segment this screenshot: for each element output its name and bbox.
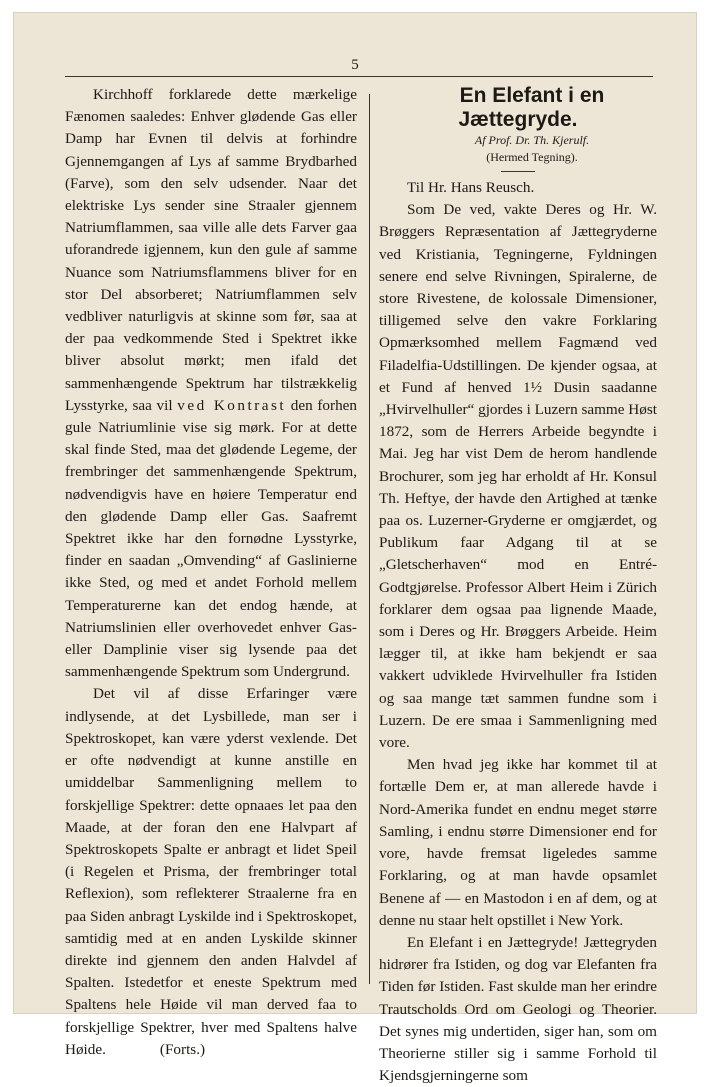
header-rule: [65, 76, 653, 77]
spaced-phrase: ved Kontrast: [177, 396, 287, 414]
article-note: (Hermed Tegning).: [486, 150, 578, 164]
paragraph-spectroscope-text: Det vil af disse Erfaringer være indlysende, at det Lysbillede, man ser i Spektroskopet, kan være yderst vexlende. Det er ofte nødvendigt at kunne anstille en umiddelbar Sammenligning mellem to forskjellige Spektrer: dette opnaaes let paa den Maade, at der foran den ene Halvpart af Spektroskopets Spalte er anbragt et lidet Speil (i Regelen et Prisma, der frembringer total Reflexion), som reflekterer Straalerne fra en paa Siden anbragt Lyskilde ind i Spektroskopet, samtidig med at en anden Lyskilde skinner direkte ind gjennem den anden Halvdel af Spalten. Istedetfor et eneste Spektrum med Spaltens hele Høide vil man derved faa to forskjellige Spektrer, hver med Spaltens halve Høide.: [65, 685, 357, 1058]
paragraph-kirchhoff: [65, 84, 357, 683]
article-byline: Af Prof. Dr. Th. Kjerulf.: [474, 133, 590, 147]
paragraph-kirchhoff-start: Kirchhoff forklarede dette mærkelige Fænomen saaledes: Enhver glødende Gas eller Damp har Evnen til delvis at forhindre Gjennemgangen af Lys af samme Brydbarhed (Farve), som den selv udsender. Naar det elektriske Lys sender sine Straaler gjennem Natriumflammen, saa ville alle dets Farver gaa uforandrede igjennem, kun den gule af samme Nuance som Natriumsflammens bliver for en stor Del absorberet; Natriumflammen selv vedbliver naturligvis at skinne som før, saa at der paa vedkommende Sted i Spektret ikke bliver absolut mørkt; men ifald det sammenhængende Spektrum har tilstrækkelig Lysstyrke, saa vil: [65, 86, 357, 414]
article-title: En Elefant i en Jættegryde.: [458, 84, 605, 131]
paragraph-kirchhoff-end: den forhen gule Natriumlinie vise sig mørk. For at dette skal finde Sted, maa det glødende Legeme, der frembringer det sammenhængende Spektrum, nødvendigvis have en høiere Temperatur end den glødende Damp eller Gas. Saafremt Spektret ikke har den fornødne Lysstyrke, finder en saadan „Omvending“ af Gaslinierne ikke Sted, og med et andet Forhold mellem Temperaturerne kan det endog hænde, at Natriumslinien eller overhovedet enhver Gas- eller Damplinie viser sig lysende paa det sammenhængende Spektrum som Undergrund.: [65, 396, 357, 681]
column-divider: [369, 94, 370, 984]
continued-note: (Forts.): [159, 1040, 206, 1058]
paragraph-north-america: Men hvad jeg ikke har kommet til at fortælle Dem er, at man allerede havde i Nord-Amerika fundet en endnu meget større Samling, i endnu større Dimensioner end for vore, havde fremsat ligeledes samme Forklaring, og at man havde opsamlet Benene af — en Mastodon i en af dem, og at denne nu staar helt opstillet i New York.: [379, 756, 657, 929]
paragraph-elephant: En Elefant i en Jættegryde! Jættegryden hidrører fra Istiden, og dog var Elefanten fra Tiden før Istiden. Fast skulde man her erindre Trautscholds Ord om Geologi og Theorier. Det synes mig undertiden, siger han, som om Theorierne stiller sig i samme Forhold til Kjendsgjerningerne som: [379, 933, 657, 1085]
right-column: [379, 84, 657, 1087]
paragraph-giants-kettles: Som De ved, vakte Deres og Hr. W. Brøggers Repræsentation af Jættegryderne ved Kristiania, Tegningerne, Fyldningen senere end selve Rivningen, Spiralerne, de store Rivestene, de kolossale Dimensioner, tilligemed selve den vakre Forklaring Opmærksomhed mellem Fagmænd ved Filadelfia-Udstillingen. De kjender ogsaa, at et Fund af henved 1½ Dusin saadanne „Hvirvelhuller“ gjordes i Luzern samme Høst 1872, som de Herrers Arbeide begyndte i Mai. Jeg har vist Dem de herom handlende Brochurer, som jeg har erholdt af Hr. Konsul Th. Heftye, der havde den Artighed at tænke paa os. Luzerner-Gryderne er omgjærdet, og Publikum faar Adgang til at se „Gletscherhaven“ mod en Entré-Godtgjørelse. Professor Albert Heim i Zürich forklarer dem ogsaa paa lignende Maade, som i Deres og Hr. Brøggers Arbeide. Heim lægger til, at ikke ham bekjendt er saa vakkert udviklede Hvirvelhuller fra Istiden og saa mange tæt sammen fundne som i Luzern. De ere smaa i Sammenligning med vore.: [379, 201, 657, 752]
title-rule: [501, 171, 535, 172]
left-column: [65, 84, 357, 1061]
salutation: Til Hr. Hans Reusch.: [407, 179, 535, 196]
paragraph-spectroscope: [65, 683, 357, 1060]
page-number: 5: [351, 57, 359, 73]
newspaper-page: [13, 12, 697, 1085]
